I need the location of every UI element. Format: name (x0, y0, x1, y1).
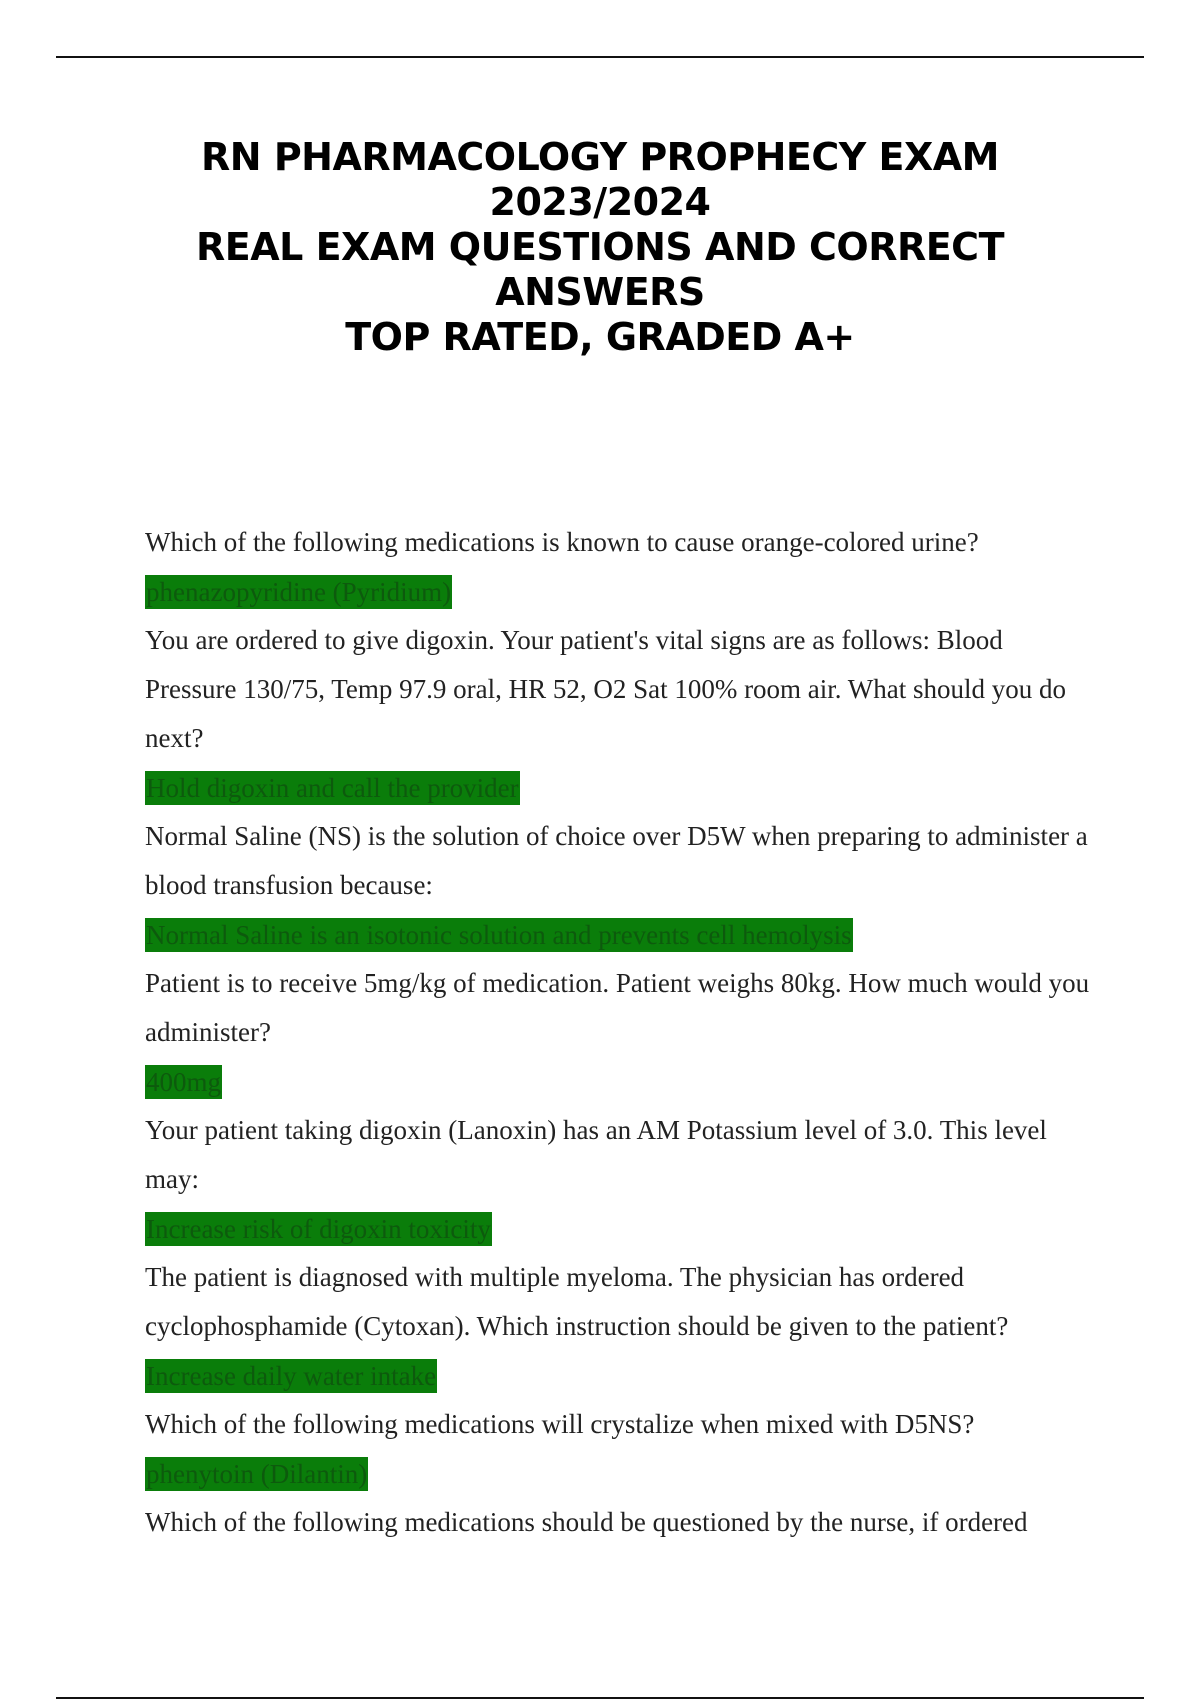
question-text: The patient is diagnosed with multiple myeloma. The physician has ordered cyclophosphamide (Cytoxan). Which instruction should be given to the patient? (145, 1262, 1009, 1341)
answer-highlight: Hold digoxin and call the provider (146, 773, 519, 804)
qa-list (145, 518, 1095, 1547)
answer-row (145, 1449, 1095, 1498)
answer-highlight: Increase risk of digoxin toxicity (146, 1214, 491, 1245)
answer-highlight: phenytoin (Dilantin) (146, 1459, 368, 1490)
answer-row (145, 910, 1095, 959)
answer-row (145, 567, 1095, 616)
title-line: 2023/2024 (489, 180, 711, 224)
title-line: RN PHARMACOLOGY PROPHECY EXAM (201, 135, 999, 179)
question-text: Which of the following medications is known to cause orange-colored urine? (145, 527, 979, 557)
question-text: Your patient taking digoxin (Lanoxin) has an AM Potassium level of 3.0. This level may: (145, 1115, 1047, 1194)
answer-row (145, 763, 1095, 812)
title-line: TOP RATED, GRADED A+ (345, 315, 855, 359)
question-text: Which of the following medications will crystalize when mixed with D5NS? (145, 1409, 975, 1439)
question-text: Normal Saline (NS) is the solution of choice over D5W when preparing to administer a blood transfusion because: (145, 821, 1088, 900)
answer-row (145, 1057, 1095, 1106)
answer-highlight: Increase daily water intake (146, 1361, 437, 1392)
answer-highlight: 400mg (146, 1067, 222, 1098)
document-title (100, 135, 1100, 360)
question-text: Patient is to receive 5mg/kg of medication. Patient weighs 80kg. How much would you administer? (145, 968, 1090, 1047)
bottom-rule (56, 1697, 1144, 1699)
title-line: ANSWERS (495, 270, 705, 314)
answer-highlight: Normal Saline is an isotonic solution and prevents cell hemolysis (146, 920, 852, 951)
title-line: REAL EXAM QUESTIONS AND CORRECT (196, 225, 1004, 269)
answer-highlight: phenazopyridine (Pyridium) (146, 577, 452, 608)
answer-row (145, 1351, 1095, 1400)
question-text: You are ordered to give digoxin. Your patient's vital signs are as follows: Blood Pressure 130/75, Temp 97.9 oral, HR 52, O2 Sat 100% room air. What should you do next? (145, 625, 1067, 753)
top-rule (56, 56, 1144, 58)
answer-row (145, 1204, 1095, 1253)
question-text: Which of the following medications should be questioned by the nurse, if ordered (145, 1507, 1028, 1537)
